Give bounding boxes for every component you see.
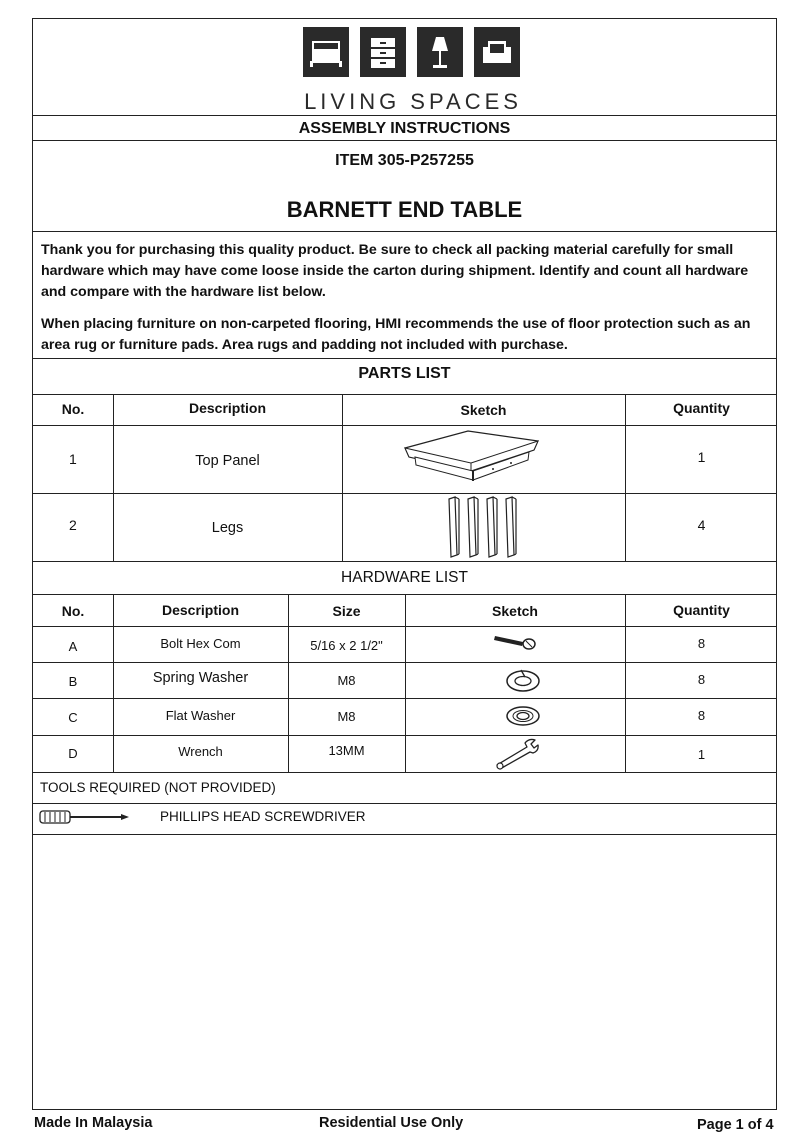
product-name: BARNETT END TABLE bbox=[286, 197, 523, 222]
hardware-size: 5/16 x 2 1/2" bbox=[310, 638, 383, 653]
hardware-header-sketch: Sketch bbox=[492, 603, 538, 619]
hardware-no: B bbox=[68, 674, 78, 689]
hardware-description: Bolt Hex Com bbox=[160, 636, 241, 651]
screwdriver-icon bbox=[39, 808, 131, 826]
item-number: ITEM 305-P257255 bbox=[335, 152, 474, 169]
parts-header-description: Description bbox=[188, 400, 266, 416]
hardware-size: M8 bbox=[337, 673, 356, 688]
wrench-icon bbox=[493, 737, 541, 771]
hardware-list-title: HARDWARE LIST bbox=[341, 569, 468, 586]
tools-title: TOOLS REQUIRED (NOT PROVIDED) bbox=[40, 780, 276, 795]
intro-paragraph-2: When placing furniture on non-carpeted flooring, HMI recommends the use of floor protection such as an area rug or furniture pads. Area rugs and padding not included with purchase. bbox=[41, 316, 751, 353]
hardware-no: A bbox=[68, 639, 78, 654]
brand-name: LIVING SPACES bbox=[304, 89, 522, 114]
intro-paragraph-1: Thank you for purchasing this quality product. Be sure to check all packing material carefully for small hardware which may have come loose inside the carton during shipment. Identify and count all hardware and compare with the hardware list below. bbox=[41, 242, 749, 300]
hardware-size: 13MM bbox=[328, 743, 365, 758]
brand-logo bbox=[303, 27, 523, 114]
hardware-header-quantity: Quantity bbox=[673, 602, 730, 618]
footer-origin: Made In Malaysia bbox=[34, 1115, 153, 1131]
footer-page: Page 1 of 4 bbox=[697, 1117, 774, 1133]
hardware-size: M8 bbox=[337, 709, 356, 724]
parts-header-no: No. bbox=[61, 401, 85, 417]
hardware-quantity: 8 bbox=[697, 672, 706, 687]
legs-sketch bbox=[443, 495, 523, 561]
bolt-icon bbox=[493, 628, 539, 652]
part-no: 2 bbox=[69, 517, 77, 533]
lamp-icon bbox=[417, 27, 463, 77]
hardware-no: C bbox=[68, 710, 78, 725]
tool-label: PHILLIPS HEAD SCREWDRIVER bbox=[160, 809, 366, 824]
footer-use: Residential Use Only bbox=[319, 1115, 464, 1131]
part-no: 1 bbox=[69, 451, 77, 467]
hardware-no: D bbox=[68, 746, 78, 761]
bed-icon bbox=[303, 27, 349, 77]
armchair-icon bbox=[474, 27, 520, 77]
dresser-icon bbox=[360, 27, 406, 77]
hardware-description: Wrench bbox=[178, 744, 223, 759]
hardware-description: Flat Washer bbox=[165, 708, 236, 723]
hardware-header-description: Description bbox=[161, 602, 239, 618]
part-quantity: 4 bbox=[697, 517, 706, 533]
parts-header-sketch: Sketch bbox=[460, 402, 507, 418]
hardware-header-size: Size bbox=[332, 603, 361, 619]
hardware-quantity: 1 bbox=[697, 747, 706, 762]
part-description: Top Panel bbox=[195, 453, 260, 469]
hardware-description: Spring Washer bbox=[152, 670, 249, 686]
hardware-header-no: No. bbox=[61, 603, 85, 619]
spring-washer-icon bbox=[503, 667, 543, 695]
flat-washer-icon bbox=[503, 703, 543, 729]
doc-title: ASSEMBLY INSTRUCTIONS bbox=[298, 120, 511, 137]
parts-header-quantity: Quantity bbox=[673, 400, 730, 416]
parts-list-title: PARTS LIST bbox=[358, 365, 451, 382]
top-panel-sketch bbox=[399, 427, 544, 487]
part-quantity: 1 bbox=[697, 449, 706, 465]
instruction-sheet bbox=[32, 18, 777, 1110]
part-description: Legs bbox=[211, 520, 244, 536]
hardware-quantity: 8 bbox=[697, 708, 706, 723]
hardware-quantity: 8 bbox=[697, 636, 706, 651]
